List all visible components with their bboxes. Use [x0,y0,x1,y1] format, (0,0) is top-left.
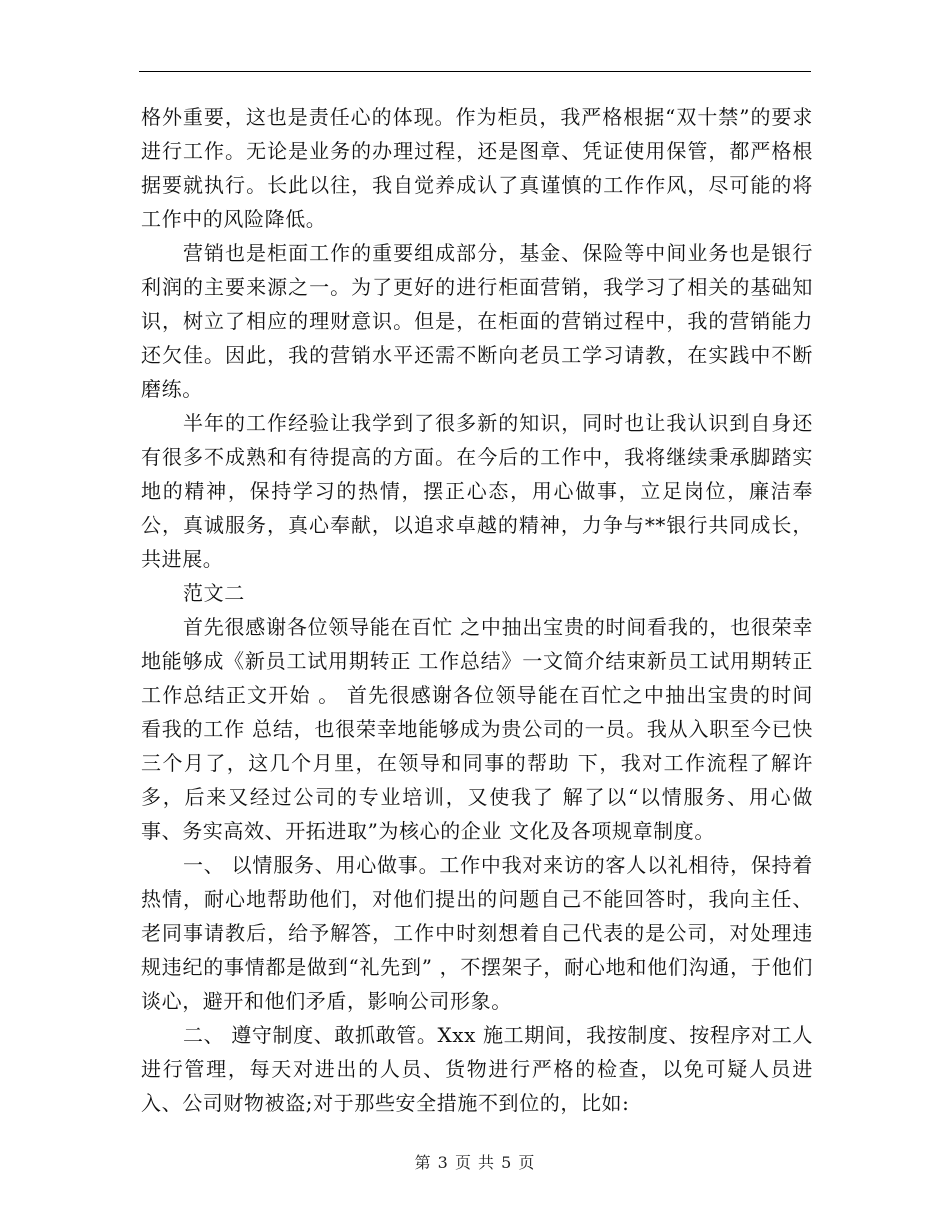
paragraph-2: 营销也是柜面工作的重要组成部分，基金、保险等中间业务也是银行利润的主要来源之一。为了更好的进行柜面营销，我学习了相关的基础知识，树立了相应的理财意识。但是，在柜面的营销过程中，我的营销能力还欠佳。因此，我的营销水平还需不断向老员工学习请教，在实践中不断磨练。 [141,241,813,401]
header-rule [139,71,811,72]
section-heading: 范文二 [183,581,245,605]
paragraph-4: 首先很感谢各位领导能在百忙 之中抽出宝贵的时间看我的，也很荣幸地能够成《新员工试用期转正 工作总结》一文简介结束新员工试用期转正工作总结正文开始 。 首先很感谢各位领导能在百忙之中抽出宝贵的时间看我的工作 总结，也很荣幸地能够成为贵公司的一员。我从入职至今已快三个月了，这几个月里，在领导和同事的帮助 下，我对工作流程了解许多，后来又经过公司的专业培训，又使我了 解了以“以情服务、用心做事、务实高效、开拓进取”为核心的企业 文化及各项规章制度。 [141,615,813,843]
paragraph-3: 半年的工作经验让我学到了很多新的知识，同时也让我认识到自身还有很多不成熟和有待提高的方面。在今后的工作中，我将继续秉承脚踏实地的精神，保持学习的热情，摆正心态，用心做事，立足岗位，廉洁奉公，真诚服务，真心奉献，以追求卓越的精神，力争与**银行共同成长，共进展。 [141,411,813,571]
page-number: 第 3 页 共 5 页 [414,1153,536,1172]
paragraph-1: 格外重要，这也是责任心的体现。作为柜员，我严格根据“双十禁”的要求进行工作。无论是业务的办理过程，还是图章、凭证使用保管，都严格根据要就执行。长此以往，我自觉养成认了真谨慎的工作作风，尽可能的将工作中的风险降低。 [141,105,813,231]
paragraph-6: 二、 遵守制度、敢抓敢管。Xxx 施工期间，我按制度、按程序对工人进行管理，每天对进出的人员、货物进行严格的检查，以免可疑人员进入、公司财物被盗;对于那些安全措施不到位的，比如: [141,1023,813,1115]
paragraph-5: 一、 以情服务、用心做事。工作中我对来访的客人以礼相待，保持着热情，耐心地帮助他们，对他们提出的问题自己不能回答时，我向主任、老同事请教后，给予解答，工作中时刻想着自己代表的是公司，对处理违规违纪的事情都是做到“礼先到” ，不摆架子，耐心地和他们沟通，于他们谈心，避开和他们矛盾，影响公司形象。 [141,853,813,1013]
document-body [141,100,813,1120]
